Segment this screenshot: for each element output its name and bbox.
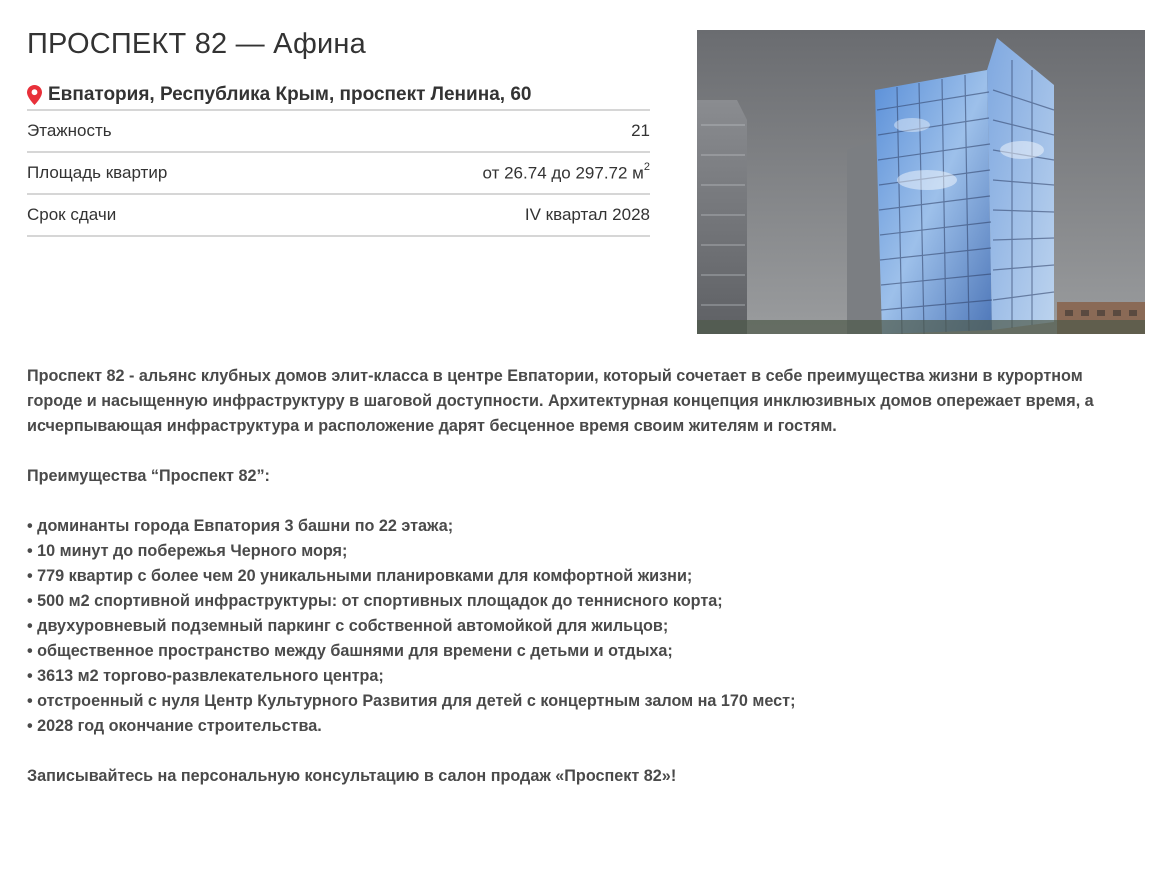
spec-row-deadline [27, 193, 650, 237]
list-item: • 3613 м2 торгово-развлекательного центра; [27, 667, 384, 685]
description-intro: Проспект 82 - альянс клубных домов элит-класса в центре Евпатории, который сочетает в себе преимущества жизни в курортном городе и насыщенную инфраструктуру в шаговой доступности. Архитектурная концепция инклюзивных домов опережает время, а исчерпывающая инфраструктура и расположение дарят бесценное время своим жителям и гостям. [27, 367, 1094, 435]
address-text: Евпатория, Республика Крым, проспект Ленина, 60 [48, 84, 532, 105]
list-item: • доминанты города Евпатория 3 башни по 22 этажа; [27, 517, 454, 535]
spec-label: Площадь квартир [27, 163, 168, 182]
building-photo [697, 30, 1145, 334]
map-pin-icon [27, 85, 42, 105]
list-item: • отстроенный с нуля Центр Культурного Развития для детей с концертным залом на 170 мест; [27, 692, 796, 710]
list-item: • двухуровневый подземный паркинг с собственной автомойкой для жильцов; [27, 617, 669, 635]
specs-table [27, 109, 650, 237]
spec-value-wrap [482, 160, 650, 184]
list-item: • общественное пространство между башнями для времени с детьми и отдыха; [27, 642, 673, 660]
call-to-action: Записывайтесь на персональную консультацию в салон продаж «Проспект 82»! [27, 767, 677, 785]
list-item: • 500 м2 спортивной инфраструктуры: от спортивных площадок до теннисного корта; [27, 592, 723, 610]
page-title: ПРОСПЕКТ 82 — Афина [27, 28, 366, 60]
address [27, 84, 531, 106]
spec-label: Срок сдачи [27, 205, 117, 224]
spec-row-area [27, 151, 650, 193]
spec-label: Этажность [27, 121, 112, 140]
list-item: • 779 квартир с более чем 20 уникальными планировками для комфортной жизни; [27, 567, 693, 585]
spec-value: IV квартал 2028 [524, 205, 650, 224]
list-item: • 2028 год окончание строительства. [27, 717, 322, 735]
spec-value-unit-power: 2 [643, 160, 650, 173]
advantages-heading: Преимущества “Проспект 82”: [27, 467, 270, 485]
spec-value: от 26.74 до 297.72 м [482, 163, 644, 183]
list-item: • 10 минут до побережья Черного моря; [27, 542, 348, 560]
description [27, 364, 1137, 789]
spec-value: 21 [631, 121, 650, 140]
spec-row-floors [27, 109, 650, 151]
